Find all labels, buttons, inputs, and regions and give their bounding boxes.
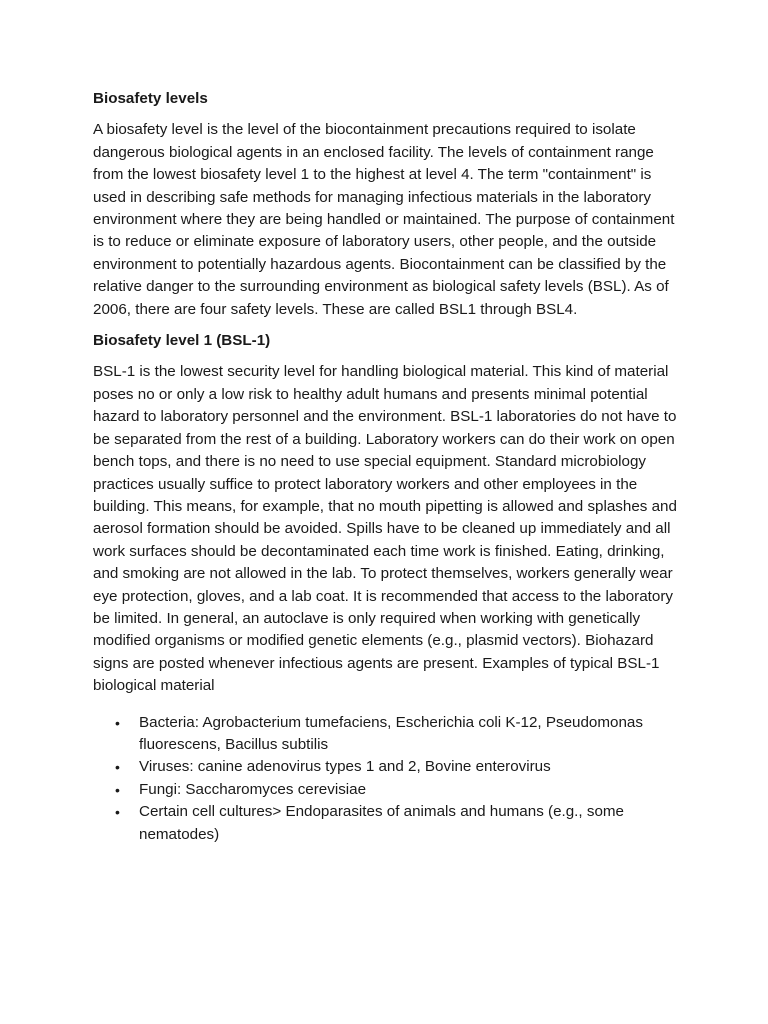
document-body — [93, 88, 683, 846]
list-item — [115, 756, 683, 778]
list-item-text: Bacteria: Agrobacterium tumefaciens, Escherichia coli K-12, Pseudomonas fluorescens, Bacillus subtilis — [139, 713, 643, 753]
bullet-icon: • — [115, 804, 120, 821]
list-item — [115, 712, 683, 757]
bullet-icon: • — [115, 714, 120, 731]
section-paragraph-bsl-1: BSL-1 is the lowest security level for handling biological material. This kind of material poses no or only a low risk to healthy adult humans and presents minimal potential hazard to laboratory personnel and the environment. BSL-1 laboratories do not have to be separated from the rest of a building. Laboratory workers can do their work on open bench tops, and there is no need to use special equipment. Standard microbiology practices usually suffice to protect laboratory workers and other employees in the building. This means, for example, that no mouth pipetting is allowed and splashes and aerosol formation should be avoided. Spills have to be cleaned up immediately and all work surfaces should be decontaminated each time work is finished. Eating, drinking, and smoking are not allowed in the lab. To protect themselves, workers generally wear eye protection, gloves, and a lab coat. It is recommended that access to the laboratory be limited. In general, an autoclave is only required when working with genetically modified organisms or modified genetic elements (e.g., plasmid vectors). Biohazard signs are posted whenever infectious agents are present. Examples of typical BSL-1 biological material — [93, 363, 677, 695]
section-heading-bsl-1: Biosafety level 1 (BSL-1) — [93, 332, 271, 350]
examples-list — [93, 712, 683, 846]
bullet-icon: • — [115, 759, 120, 776]
list-item-text: Certain cell cultures> Endoparasites of animals and humans (e.g., some nematodes) — [139, 803, 624, 843]
list-item-text: Viruses: canine adenovirus types 1 and 2, Bovine enterovirus — [139, 758, 551, 776]
section-paragraph-biosafety-levels: A biosafety level is the level of the biocontainment precautions required to isolate dangerous biological agents in an enclosed facility. The levels of containment range from the lowest biosafety level 1 to the highest at level 4. The term "containment" is used in describing safe methods for managing infectious materials in the laboratory environment where they are being handled or maintained. The purpose of containment is to reduce or eliminate exposure of laboratory users, other people, and the outside environment to potentially hazardous agents. Biocontainment can be classified by the relative danger to the surrounding environment as biological safety levels (BSL). As of 2006, there are four safety levels. These are called BSL1 through BSL4. — [93, 121, 675, 318]
section-heading-biosafety-levels: Biosafety levels — [93, 90, 208, 107]
list-item-text: Fungi: Saccharomyces cerevisiae — [139, 780, 367, 798]
bullet-icon: • — [115, 781, 120, 798]
list-item — [115, 779, 683, 801]
list-item — [115, 801, 683, 846]
